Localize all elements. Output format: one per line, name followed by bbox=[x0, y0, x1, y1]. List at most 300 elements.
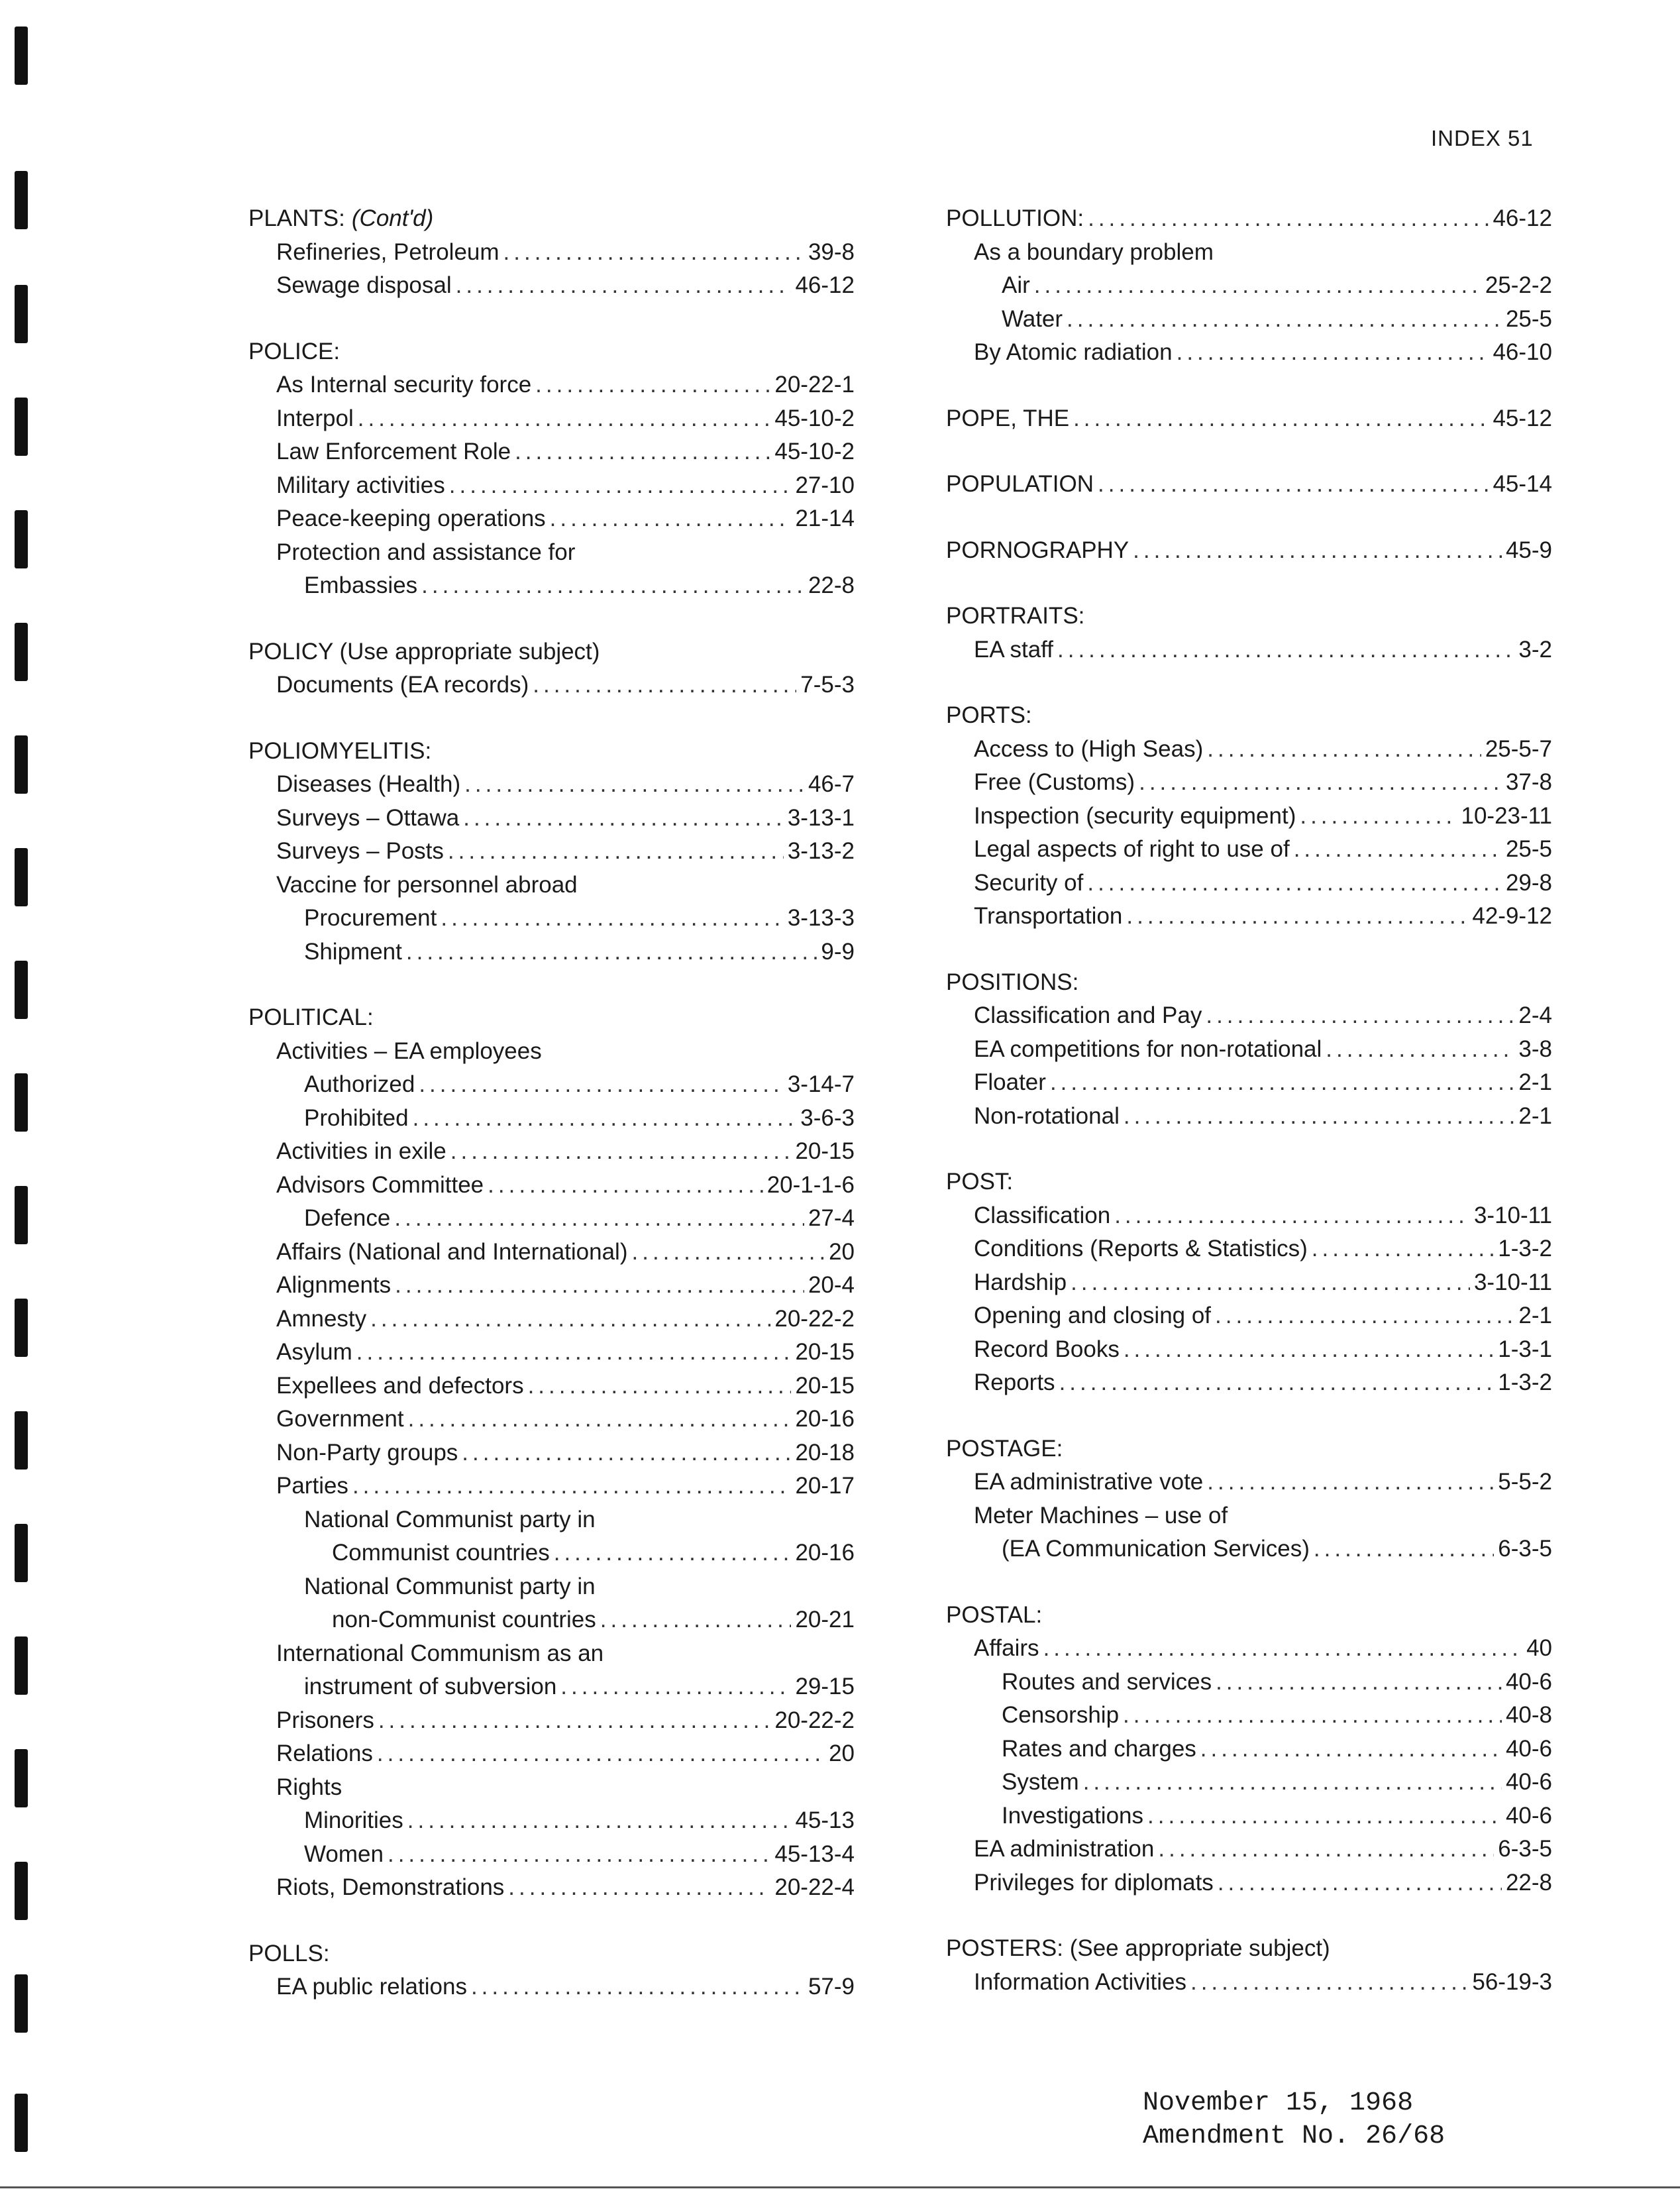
page-reference: 3-10-11 bbox=[1473, 1202, 1552, 1228]
dot-leader bbox=[463, 802, 784, 835]
page-reference: 21-14 bbox=[795, 506, 855, 531]
entry-text: Parties bbox=[276, 1473, 348, 1499]
dot-leader bbox=[406, 936, 817, 969]
page-reference: 20-22-2 bbox=[774, 1707, 855, 1733]
dot-leader bbox=[503, 236, 804, 270]
entry-text: Communist countries bbox=[332, 1540, 550, 1566]
entry-text: Interpol bbox=[276, 405, 354, 431]
dot-leader bbox=[528, 1369, 792, 1403]
index-heading bbox=[946, 1599, 1552, 1633]
dot-leader bbox=[1088, 202, 1489, 236]
page-reference: 20-4 bbox=[808, 1272, 855, 1298]
page-reference: 3-8 bbox=[1518, 1036, 1552, 1062]
heading-text: PORTRAITS: bbox=[946, 603, 1085, 629]
entry-text: Classification and Pay bbox=[974, 1002, 1202, 1028]
entry-text: (EA Communication Services) bbox=[1002, 1536, 1310, 1562]
index-section-police bbox=[248, 335, 855, 603]
index-entry bbox=[946, 1666, 1552, 1699]
index-entry bbox=[946, 1766, 1552, 1799]
entry-text: Procurement bbox=[304, 905, 437, 931]
index-entry bbox=[248, 1871, 855, 1905]
entry-text: Authorized bbox=[304, 1071, 415, 1097]
dot-leader bbox=[1314, 1532, 1494, 1566]
binder-mark bbox=[15, 2094, 28, 2152]
entry-text: Vaccine for personnel abroad bbox=[276, 871, 578, 898]
index-entry bbox=[248, 1068, 855, 1102]
index-entry bbox=[248, 402, 855, 436]
binder-mark bbox=[15, 961, 28, 1019]
page-reference: 20-22-1 bbox=[774, 372, 855, 398]
page-reference: 6-3-5 bbox=[1498, 1536, 1552, 1562]
index-heading bbox=[248, 1001, 855, 1035]
entry-text: Shipment bbox=[304, 938, 402, 965]
page-reference: 25-5 bbox=[1505, 305, 1552, 332]
dot-leader bbox=[448, 835, 784, 869]
dot-leader bbox=[464, 768, 804, 802]
index-entry bbox=[946, 1333, 1552, 1367]
index-entry bbox=[946, 1299, 1552, 1333]
index-column-right bbox=[946, 202, 1552, 2031]
index-entry bbox=[946, 1366, 1552, 1400]
page-reference: 37-8 bbox=[1505, 769, 1552, 795]
dot-leader bbox=[1206, 999, 1514, 1033]
dot-leader bbox=[515, 435, 770, 469]
entry-text: National Communist party in bbox=[304, 1573, 596, 1599]
page-reference: 20-1-1-6 bbox=[766, 1171, 855, 1198]
page-reference: 27-10 bbox=[795, 472, 855, 498]
dot-leader bbox=[441, 902, 783, 936]
page-reference: 20-22-4 bbox=[774, 1874, 855, 1900]
dot-leader bbox=[352, 1470, 792, 1503]
heading-text: POSITIONS: bbox=[946, 969, 1079, 995]
entry-text: Government bbox=[276, 1406, 404, 1432]
index-section-population bbox=[946, 468, 1552, 502]
index-entry bbox=[248, 1704, 855, 1738]
entry-text: Rights bbox=[276, 1774, 342, 1800]
entry-text: Inspection (security equipment) bbox=[974, 802, 1296, 829]
heading-text: PORTS: bbox=[946, 702, 1032, 728]
page-reference: 20-15 bbox=[795, 1339, 855, 1365]
heading-text: POSTAL: bbox=[946, 1601, 1043, 1628]
index-heading bbox=[946, 1165, 1552, 1199]
entry-text: Activities in exile bbox=[276, 1138, 446, 1164]
entry-text: Floater bbox=[974, 1069, 1046, 1095]
index-entry bbox=[946, 236, 1552, 270]
index-entry bbox=[248, 802, 855, 835]
index-entry bbox=[946, 336, 1552, 370]
index-heading bbox=[946, 966, 1552, 1000]
index-section-pollution bbox=[946, 202, 1552, 370]
index-entry bbox=[248, 902, 855, 936]
index-heading bbox=[248, 335, 855, 369]
heading-text: POLICE: bbox=[248, 338, 341, 364]
dot-leader bbox=[632, 1236, 825, 1269]
index-entry bbox=[946, 733, 1552, 767]
dot-leader bbox=[560, 1670, 791, 1704]
entry-text: Minorities bbox=[304, 1807, 403, 1833]
index-entry bbox=[946, 1232, 1552, 1266]
index-entry bbox=[248, 1102, 855, 1136]
dot-leader bbox=[377, 1737, 825, 1771]
page-reference: 46-10 bbox=[1493, 339, 1552, 365]
entry-text: Riots, Demonstrations bbox=[276, 1874, 505, 1900]
index-entry bbox=[946, 1866, 1552, 1900]
dot-leader bbox=[471, 1970, 804, 2004]
dot-leader bbox=[1200, 1733, 1502, 1766]
index-column-left bbox=[248, 202, 855, 2037]
binder-mark bbox=[15, 1524, 28, 1582]
dot-leader bbox=[1218, 1866, 1502, 1900]
index-heading bbox=[946, 202, 1552, 236]
entry-text: Surveys – Ottawa bbox=[276, 804, 460, 831]
dot-leader bbox=[1158, 1833, 1494, 1866]
index-heading bbox=[248, 635, 855, 669]
index-heading bbox=[248, 202, 855, 236]
entry-text: As a boundary problem bbox=[974, 239, 1214, 265]
entry-text: Embassies bbox=[304, 572, 418, 598]
entry-text: Peace-keeping operations bbox=[276, 506, 546, 531]
index-entry bbox=[946, 1799, 1552, 1833]
entry-text: EA competitions for non-rotational bbox=[974, 1036, 1322, 1062]
heading-text: POSTAGE: bbox=[946, 1435, 1063, 1462]
binder-mark bbox=[15, 1186, 28, 1244]
binder-mark bbox=[15, 848, 28, 906]
page-reference: 25-5 bbox=[1505, 836, 1552, 862]
binder-mark bbox=[15, 171, 28, 229]
entry-text: Refineries, Petroleum bbox=[276, 239, 499, 265]
dot-leader bbox=[421, 569, 804, 603]
dot-leader bbox=[1050, 1066, 1514, 1100]
index-entry bbox=[946, 1532, 1552, 1566]
entry-text: Hardship bbox=[974, 1269, 1067, 1295]
dot-leader bbox=[1124, 1100, 1515, 1134]
dot-leader bbox=[413, 1102, 797, 1136]
entry-text: Opening and closing of bbox=[974, 1303, 1212, 1328]
binder-mark bbox=[15, 510, 28, 568]
heading-text: POLICY (Use appropriate subject) bbox=[248, 638, 600, 665]
index-entry bbox=[946, 1632, 1552, 1666]
index-section-postal bbox=[946, 1599, 1552, 1900]
index-entry bbox=[248, 1570, 855, 1604]
dot-leader bbox=[535, 368, 770, 402]
page-reference: 1-3-2 bbox=[1498, 1369, 1552, 1395]
index-entry bbox=[946, 1699, 1552, 1733]
index-heading bbox=[946, 600, 1552, 633]
page-label: INDEX 51 bbox=[1431, 126, 1534, 150]
index-entry bbox=[248, 368, 855, 402]
index-entry bbox=[248, 269, 855, 303]
index-heading bbox=[946, 699, 1552, 733]
dot-leader bbox=[419, 1068, 784, 1102]
footer-amendment: Amendment No. 26/68 bbox=[1143, 2121, 1445, 2151]
page-reference: 2-1 bbox=[1518, 1303, 1552, 1328]
dot-leader bbox=[408, 1403, 792, 1436]
page-reference: 10-23-11 bbox=[1461, 802, 1552, 829]
dot-leader bbox=[370, 1303, 770, 1336]
page-reference: 3-10-11 bbox=[1473, 1269, 1552, 1295]
page-reference: 45-12 bbox=[1493, 405, 1552, 431]
entry-text: Routes and services bbox=[1002, 1668, 1212, 1695]
page-reference: 46-7 bbox=[808, 771, 855, 797]
index-entry bbox=[248, 1369, 855, 1403]
page-reference: 25-2-2 bbox=[1485, 272, 1552, 298]
index-entry bbox=[946, 1033, 1552, 1067]
entry-text: Alignments bbox=[276, 1272, 392, 1298]
page-reference: 9-9 bbox=[821, 938, 855, 965]
entry-text: Affairs (National and International) bbox=[276, 1238, 628, 1265]
dot-leader bbox=[1294, 833, 1502, 867]
binder-mark bbox=[15, 285, 28, 343]
page-reference: 40 bbox=[1526, 1635, 1552, 1661]
dot-leader bbox=[1057, 633, 1514, 667]
heading-text: POLLUTION: bbox=[946, 205, 1084, 231]
binder-mark bbox=[15, 1411, 28, 1470]
binder-mark bbox=[15, 1749, 28, 1807]
index-entry bbox=[248, 835, 855, 869]
index-section-pornography bbox=[946, 534, 1552, 568]
dot-leader bbox=[395, 1269, 804, 1303]
heading-text: POPE, THE bbox=[946, 405, 1070, 431]
entry-text: Information Activities bbox=[974, 1968, 1186, 1995]
page-reference: 6-3-5 bbox=[1498, 1836, 1552, 1862]
dot-leader bbox=[378, 1704, 771, 1738]
dot-leader bbox=[394, 1202, 804, 1236]
page-reference: 1-3-1 bbox=[1498, 1336, 1552, 1362]
index-entry bbox=[248, 1536, 855, 1570]
heading-text: POLIOMYELITIS: bbox=[248, 737, 432, 764]
entry-text: Non-rotational bbox=[974, 1102, 1120, 1129]
entry-text: Amnesty bbox=[276, 1305, 367, 1332]
heading-suffix: (Cont'd) bbox=[351, 205, 434, 231]
page-reference: 20-17 bbox=[795, 1473, 855, 1499]
dot-leader bbox=[1071, 1266, 1470, 1300]
dot-leader bbox=[1215, 1299, 1514, 1333]
dot-leader bbox=[1312, 1232, 1494, 1266]
entry-text: Reports bbox=[974, 1369, 1055, 1395]
dot-leader bbox=[388, 1838, 770, 1872]
dot-leader bbox=[407, 1804, 792, 1838]
index-heading bbox=[946, 1432, 1552, 1466]
index-entry bbox=[946, 1100, 1552, 1134]
dot-leader bbox=[600, 1603, 792, 1637]
entry-text: Classification bbox=[974, 1202, 1111, 1228]
entry-text: Access to (High Seas) bbox=[974, 735, 1204, 762]
entry-text: instrument of subversion bbox=[304, 1674, 557, 1699]
page-reference: 3-6-3 bbox=[800, 1104, 855, 1131]
page-reference: 40-6 bbox=[1505, 1735, 1552, 1762]
page-reference: 25-5-7 bbox=[1485, 735, 1552, 762]
index-entry bbox=[946, 1066, 1552, 1100]
index-entry bbox=[248, 1169, 855, 1203]
index-entry bbox=[248, 1970, 855, 2004]
index-entry bbox=[248, 1303, 855, 1336]
heading-text: PORNOGRAPHY bbox=[946, 537, 1129, 563]
entry-text: Meter Machines – use of bbox=[974, 1502, 1228, 1528]
page-reference: 46-12 bbox=[1493, 205, 1552, 231]
index-entry bbox=[946, 1966, 1552, 2000]
dot-leader bbox=[1133, 534, 1502, 568]
dot-leader bbox=[1207, 1466, 1494, 1499]
index-entry bbox=[248, 569, 855, 603]
index-entry bbox=[946, 1466, 1552, 1499]
page-reference: 20-16 bbox=[795, 1540, 855, 1566]
index-heading bbox=[946, 468, 1552, 502]
page-reference: 2-4 bbox=[1518, 1002, 1552, 1028]
entry-text: National Communist party in bbox=[304, 1506, 596, 1532]
page-reference: 3-14-7 bbox=[787, 1071, 855, 1097]
index-section-polls bbox=[248, 1937, 855, 2004]
index-entry bbox=[248, 1436, 855, 1470]
index-entry bbox=[248, 936, 855, 969]
page-reference: 5-5-2 bbox=[1498, 1469, 1552, 1495]
entry-text: Advisors Committee bbox=[276, 1171, 484, 1198]
dot-leader bbox=[508, 1871, 770, 1905]
page-reference: 45-14 bbox=[1493, 471, 1552, 497]
entry-text: As Internal security force bbox=[276, 372, 532, 398]
page-reference: 20 bbox=[829, 1740, 855, 1766]
entry-text: Air bbox=[1002, 272, 1030, 298]
entry-text: Military activities bbox=[276, 472, 445, 498]
entry-text: Prohibited bbox=[304, 1104, 409, 1131]
binder-mark bbox=[15, 1636, 28, 1695]
index-entry bbox=[248, 536, 855, 570]
index-heading bbox=[946, 1932, 1552, 1966]
index-entry bbox=[248, 502, 855, 536]
dot-leader bbox=[1034, 269, 1481, 303]
dot-leader bbox=[1190, 1966, 1468, 2000]
dot-leader bbox=[358, 402, 771, 436]
page-reference: 40-6 bbox=[1505, 1668, 1552, 1695]
entry-text: EA administration bbox=[974, 1836, 1155, 1862]
page-reference: 7-5-3 bbox=[800, 672, 855, 698]
index-entry bbox=[248, 768, 855, 802]
page-reference: 56-19-3 bbox=[1472, 1968, 1552, 1995]
entry-text: Free (Customs) bbox=[974, 769, 1135, 795]
entry-text: EA public relations bbox=[276, 1974, 467, 2000]
binder-mark bbox=[15, 735, 28, 794]
page-reference: 57-9 bbox=[808, 1974, 855, 2000]
page-reference: 45-13 bbox=[795, 1807, 855, 1833]
entry-text: Water bbox=[1002, 305, 1063, 332]
entry-text: Surveys – Posts bbox=[276, 838, 444, 864]
index-entry bbox=[248, 1503, 855, 1537]
heading-text: POLITICAL: bbox=[248, 1004, 374, 1030]
entry-text: International Communism as an bbox=[276, 1640, 604, 1666]
index-heading bbox=[248, 1937, 855, 1971]
index-entry bbox=[248, 1771, 855, 1805]
index-entry bbox=[248, 1603, 855, 1637]
binder-mark bbox=[15, 1299, 28, 1357]
index-heading bbox=[248, 735, 855, 769]
index-entry bbox=[946, 900, 1552, 934]
page-reference: 20-18 bbox=[795, 1439, 855, 1466]
entry-text: System bbox=[1002, 1769, 1079, 1795]
page-bottom-edge bbox=[0, 2186, 1680, 2188]
dot-leader bbox=[1126, 900, 1468, 934]
index-entry bbox=[248, 669, 855, 702]
page-reference: 46-12 bbox=[795, 272, 855, 298]
index-entry bbox=[946, 1266, 1552, 1300]
dot-leader bbox=[550, 502, 792, 536]
index-section-positions bbox=[946, 966, 1552, 1134]
page-reference: 3-13-1 bbox=[787, 804, 855, 831]
index-entry bbox=[248, 1035, 855, 1069]
dot-leader bbox=[356, 1336, 792, 1369]
index-entry bbox=[248, 1403, 855, 1436]
index-entry bbox=[248, 1135, 855, 1169]
entry-text: Sewage disposal bbox=[276, 272, 452, 298]
entry-text: Rates and charges bbox=[1002, 1735, 1196, 1762]
page-reference: 20-15 bbox=[795, 1372, 855, 1399]
page-reference: 2-1 bbox=[1518, 1102, 1552, 1129]
dot-leader bbox=[1087, 867, 1502, 900]
footer-date: November 15, 1968 bbox=[1143, 2088, 1414, 2118]
index-section-portraits bbox=[946, 600, 1552, 667]
page-reference: 2-1 bbox=[1518, 1069, 1552, 1095]
entry-text: By Atomic radiation bbox=[974, 339, 1173, 365]
page-reference: 40-6 bbox=[1505, 1802, 1552, 1829]
dot-leader bbox=[1216, 1666, 1502, 1699]
index-heading bbox=[946, 534, 1552, 568]
dot-leader bbox=[554, 1536, 792, 1570]
dot-leader bbox=[1124, 1333, 1494, 1367]
binder-mark bbox=[15, 398, 28, 456]
dot-leader bbox=[1300, 800, 1457, 833]
entry-text: Legal aspects of right to use of bbox=[974, 836, 1290, 862]
page-reference: 29-15 bbox=[795, 1674, 855, 1699]
entry-text: Censorship bbox=[1002, 1702, 1120, 1728]
index-section-pope-the bbox=[946, 402, 1552, 436]
index-entry bbox=[248, 236, 855, 270]
heading-text: POST: bbox=[946, 1169, 1014, 1195]
dot-leader bbox=[1326, 1033, 1514, 1067]
page-reference: 1-3-2 bbox=[1498, 1236, 1552, 1261]
index-section-ports bbox=[946, 699, 1552, 934]
heading-text: POLLS: bbox=[248, 1940, 330, 1966]
entry-text: Non-Party groups bbox=[276, 1439, 458, 1466]
index-entry bbox=[248, 1336, 855, 1369]
index-entry bbox=[946, 867, 1552, 900]
page-reference: 42-9-12 bbox=[1472, 903, 1552, 929]
index-entry bbox=[248, 1269, 855, 1303]
binder-mark bbox=[15, 623, 28, 681]
binder-mark bbox=[15, 27, 28, 85]
page-reference: 40-6 bbox=[1505, 1769, 1552, 1795]
dot-leader bbox=[1043, 1632, 1523, 1666]
heading-text: POPULATION bbox=[946, 471, 1094, 497]
index-entry bbox=[946, 999, 1552, 1033]
entry-text: Security of bbox=[974, 869, 1084, 896]
index-section-posters-see-appropriate-subject bbox=[946, 1932, 1552, 1999]
index-entry bbox=[248, 869, 855, 902]
entry-text: Relations bbox=[276, 1740, 373, 1766]
index-entry bbox=[248, 1202, 855, 1236]
entry-text: Affairs bbox=[974, 1635, 1039, 1661]
page-reference: 20-16 bbox=[795, 1406, 855, 1432]
heading-text: POSTERS: (See appropriate subject) bbox=[946, 1935, 1330, 1961]
entry-text: EA administrative vote bbox=[974, 1469, 1204, 1495]
entry-text: Asylum bbox=[276, 1339, 352, 1365]
index-section-political bbox=[248, 1001, 855, 1905]
index-entry bbox=[946, 1199, 1552, 1233]
page-reference: 39-8 bbox=[808, 239, 855, 265]
index-entry bbox=[248, 469, 855, 503]
entry-text: Protection and assistance for bbox=[276, 539, 576, 565]
index-section-poliomyelitis bbox=[248, 735, 855, 969]
binder-mark bbox=[15, 1073, 28, 1132]
entry-text: Law Enforcement Role bbox=[276, 439, 511, 464]
index-entry bbox=[946, 1733, 1552, 1766]
